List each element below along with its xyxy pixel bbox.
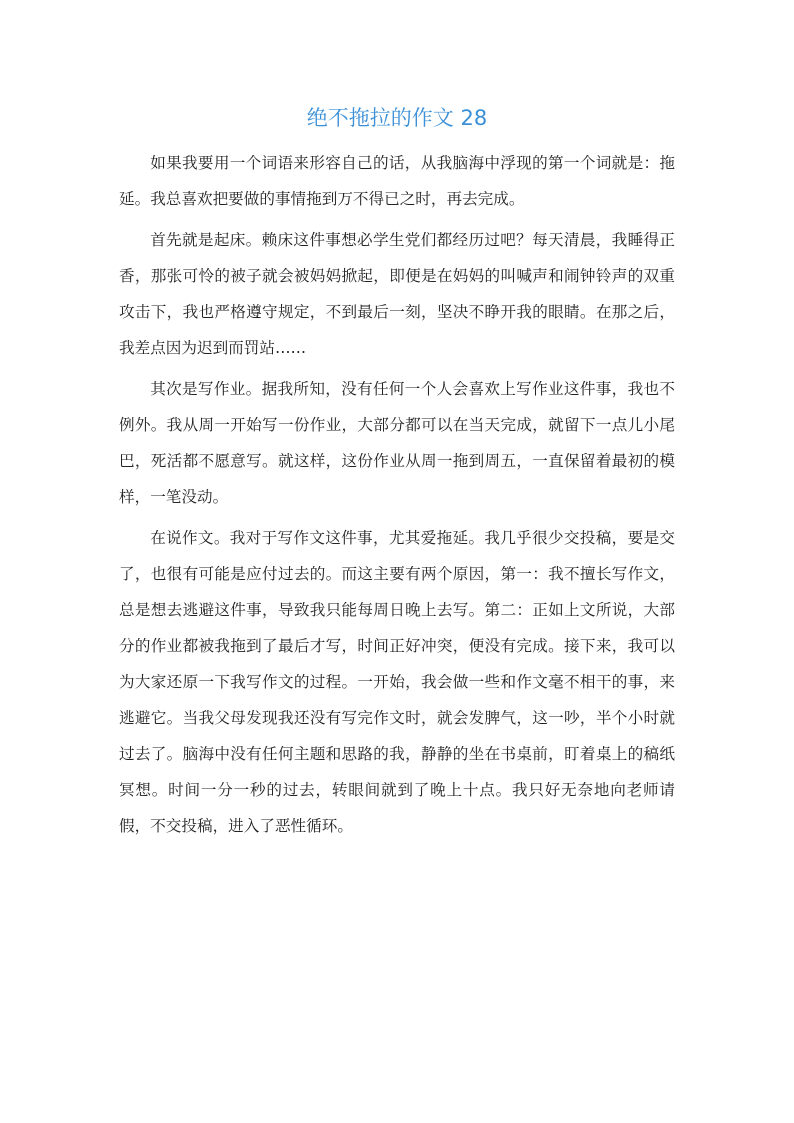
paragraph-1: 如果我要用一个词语来形容自己的话，从我脑海中浮现的第一个词就是：拖延。我总喜欢把要做的事情拖到万不得已之时，再去完成。 — [119, 154, 675, 208]
paragraph-3: 其次是写作业。据我所知，没有任何一个人会喜欢上写作业这件事，我也不例外。我从周一开始写一份作业，大部分都可以在当天完成，就留下一点儿小尾巴，死活都不愿意写。就这样，这份作业从周一拖到周五，一直保留着最初的模样，一笔没动。 — [119, 380, 675, 506]
paragraph-4: 在说作文。我对于写作文这件事，尤其爱拖延。我几乎很少交投稿，要是交了，也很有可能是应付过去的。而这主要有两个原因，第一：我不擅长写作文，总是想去逃避这件事，导致我只能每周日晚上去写。第二：正如上文所说，大部分的作业都被我拖到了最后才写，时间正好冲突，便没有完成。接下来，我可以为大家还原一下我写作文的过程。一开始，我会做一些和作文毫不相干的事，来逃避它。当我父母发现我还没有写完作文时，就会发脾气，这一吵，半个小时就过去了。脑海中没有任何主题和思路的我，静静的坐在书桌前，盯着桌上的稿纸冥想。时间一分一秒的过去，转眼间就到了晚上十点。我只好无奈地向老师请假，不交投稿，进入了恶性循环。 — [119, 529, 675, 835]
paragraph-2: 首先就是起床。赖床这件事想必学生党们都经历过吧？每天清晨，我睡得正香，那张可怜的被子就会被妈妈掀起，即便是在妈妈的叫喊声和闹钟铃声的双重攻击下，我也严格遵守规定，不到最后一刻，坚决不睁开我的眼睛。在那之后，我差点因为迟到而罚站…… — [119, 231, 675, 357]
document-title: 绝不拖拉的作文 28 — [306, 106, 488, 130]
document-body — [119, 145, 675, 849]
